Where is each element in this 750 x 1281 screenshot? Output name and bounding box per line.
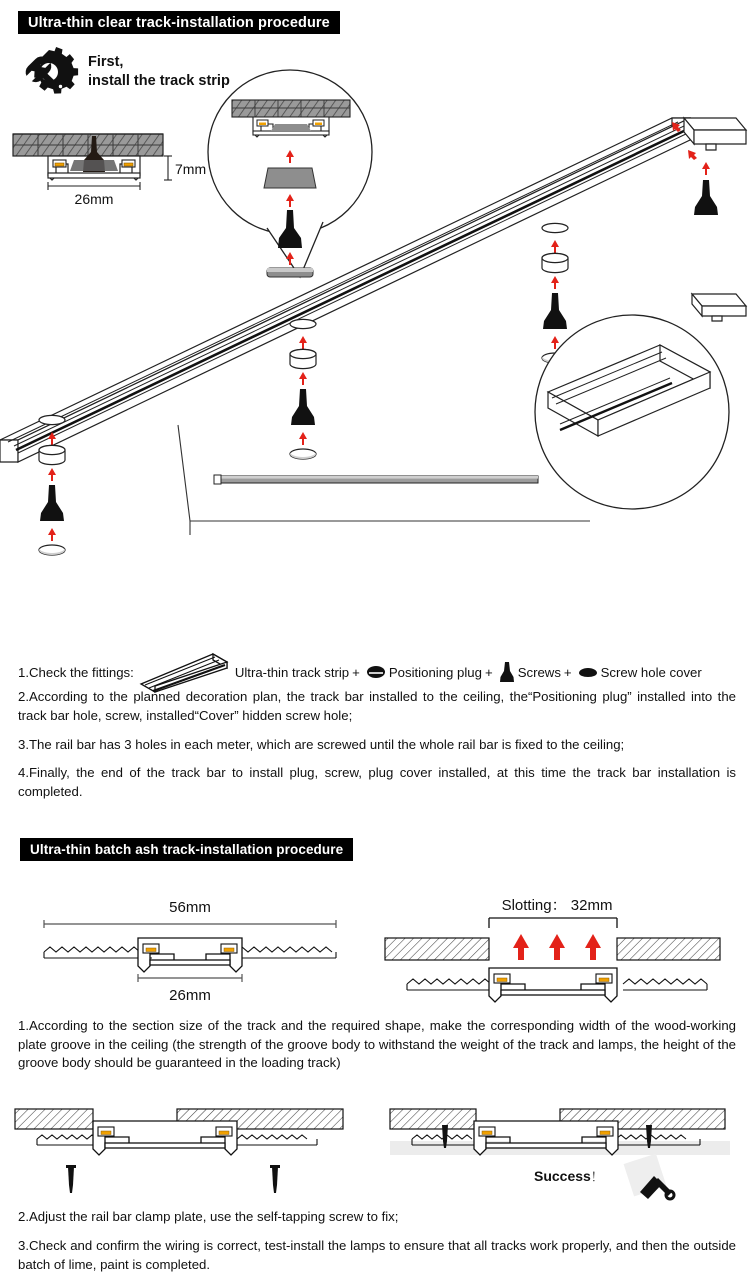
completed-install-diagram: [390, 1105, 735, 1200]
slotting-diagram: [385, 890, 720, 1005]
positioning-plug-icon: [366, 664, 386, 680]
track-hole: [290, 319, 316, 328]
slot-label: Slotting： 32mm: [501, 897, 613, 914]
track-profile: [489, 968, 617, 1002]
recessed-track-dimension-diagram: [30, 890, 350, 1005]
fitting-item-1-label: Ultra-thin track strip: [234, 664, 350, 680]
end-cap-top: [684, 118, 746, 150]
first-step-line-1: First,: [88, 53, 124, 70]
arrow-up-icon: [299, 372, 307, 385]
self-tapping-screw-right: [270, 1165, 280, 1193]
arrow-up-icon: [551, 276, 559, 289]
plus-sign-3: +: [563, 664, 572, 680]
first-step-heading: [22, 46, 230, 98]
section-2-paragraph-1: 1.According to the section size of the track and the required shape, make the corresponding width of the wood-working plate groove in the ceiling (the strength of the groove body to withstand the weight of the track and lamps, the height of the groove body should be guaranteed in the loading track): [18, 1018, 736, 1071]
slot-arrows: [513, 934, 601, 960]
arrow-up-icon: [585, 934, 601, 960]
track-hole: [542, 223, 568, 232]
track-strip-icon: [137, 652, 232, 692]
fitting-item-3-label: Screws: [517, 664, 561, 680]
fittings-prefix: 1.Check the fittings:: [18, 664, 134, 680]
ceiling-board-left: [385, 938, 489, 960]
ceiling-board-left: [15, 1109, 93, 1129]
success-label: [534, 1168, 603, 1185]
track-hole: [39, 415, 65, 424]
fitting-item-4-label: Screw hole cover: [600, 664, 702, 680]
ceiling-board-left: [390, 1109, 476, 1129]
success-exclamation: ！: [590, 1170, 603, 1184]
positioning-plug: [290, 349, 316, 368]
outer-dimension-line: [44, 920, 336, 928]
end-cap-screw: [694, 180, 718, 215]
screw-hole-cover: [39, 545, 65, 555]
outer-width-label: 56mm: [169, 899, 211, 916]
plus-sign-1: +: [352, 664, 360, 680]
arrow-up-icon: [549, 934, 565, 960]
section-1-paragraph-2: 2.According to the planned decoration plan, the track bar installed to the ceiling, the“Positioning plug” installed into the track bar hole, screw, installed“Cover” hidden screw hole;: [18, 689, 736, 723]
section-1-paragraph-4: 4.Finally, the end of the track bar to install plug, screw, plug cover installed, at this time the track bar installation is completed.: [18, 765, 736, 799]
section-2-paragraph-2: 2.Adjust the rail bar clamp plate, use the self-tapping screw to fix;: [18, 1209, 399, 1224]
clamp-plate-screw-diagram: [15, 1105, 355, 1200]
section-2-header-label: Ultra-thin batch ash track-installation procedure: [30, 842, 344, 857]
putty-knife-icon: [618, 1148, 680, 1210]
arrow-up-icon: [551, 240, 559, 253]
track-profile: [93, 1121, 237, 1155]
section-2-header: [20, 838, 353, 861]
arrow-up-icon: [513, 934, 529, 960]
positioning-plug: [542, 253, 568, 272]
self-tapping-screw-left: [66, 1165, 76, 1193]
section-1-paragraph-3: 3.The rail bar has 3 holes in each meter, which are screwed until the whole rail bar is fixed to the ceiling;: [18, 737, 625, 752]
screw: [40, 485, 64, 521]
arrow-up-icon: [48, 528, 56, 541]
slot-dimension-line: [489, 918, 617, 928]
inner-dimension-line: [138, 974, 242, 982]
section-2-paragraph-3: 3.Check and confirm the wiring is correct, test-install the lamps to ensure that all tracks work properly, and then the outside batch of lime, paint is completed.: [18, 1238, 736, 1272]
arrow-up-icon: [299, 336, 307, 349]
ceiling-board-right: [617, 938, 720, 960]
fittings-checklist-row: [18, 652, 702, 692]
success-text: Success: [534, 1168, 591, 1184]
section-1-header-label: Ultra-thin clear track-installation procedure: [28, 14, 330, 31]
fitting-item-2-label: Positioning plug: [388, 664, 482, 680]
plus-sign-2: +: [484, 664, 493, 680]
screw-hole-cover-icon: [578, 665, 598, 679]
inner-width-label: 26mm: [169, 987, 211, 1004]
first-step-line-2: install the track strip: [88, 73, 230, 89]
section-1-header: [18, 11, 340, 34]
positioning-plug: [39, 445, 65, 464]
screw: [291, 389, 315, 425]
width-label: 26mm: [74, 191, 114, 207]
gear-wrench-icon: [22, 46, 78, 98]
screw-icon: [499, 661, 515, 683]
ceiling-corner-lines: [120, 425, 620, 535]
height-label: 7mm: [175, 161, 207, 177]
arrow-up-icon: [48, 468, 56, 481]
track-profile: [138, 938, 242, 972]
